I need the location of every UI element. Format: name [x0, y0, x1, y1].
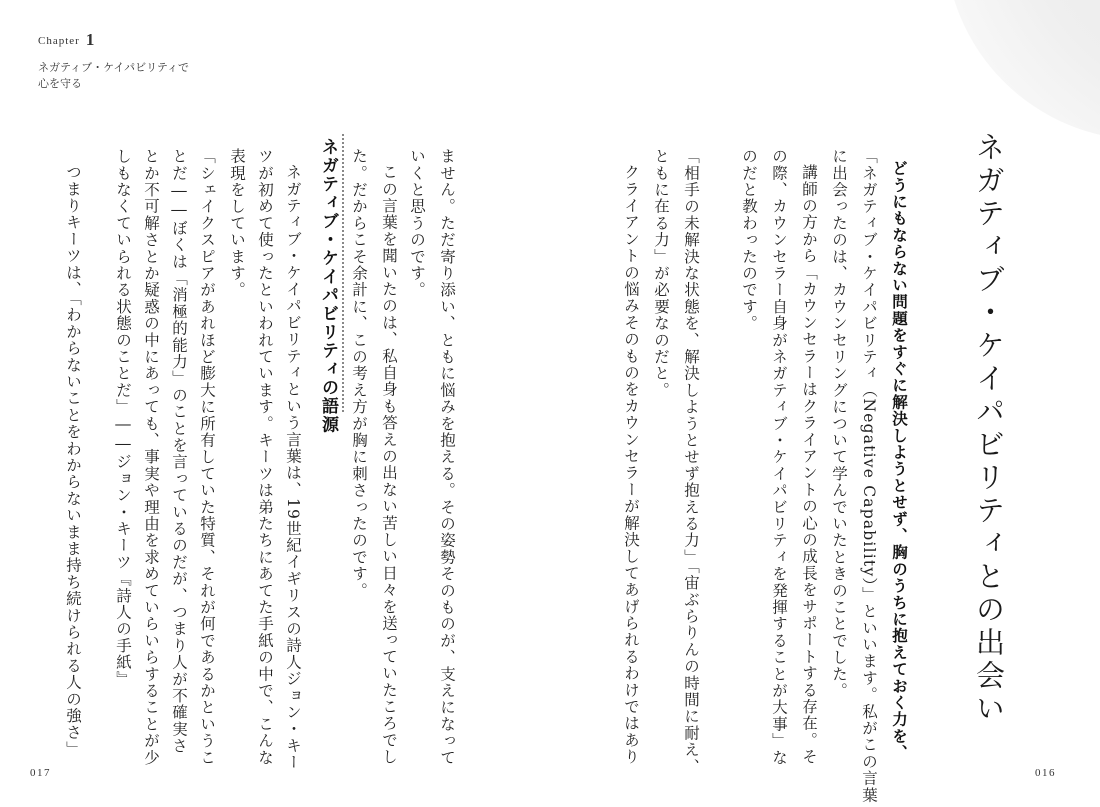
body-column-10: ません。ただ寄り添い、ともに悩みを抱える。その姿勢そのものが、支えになって — [438, 148, 456, 766]
body-column-17: 「シェイクスピアがあれほど膨大に所有していた特質、それが何であるかというこ — [198, 148, 216, 766]
body-column-20: しもなくていられる状態のことだ」――ジョン・キーツ『詩人の手紙』 — [114, 148, 132, 688]
body-column-5: の際、カウンセラー自身がネガティブ・ケイパビリティを発揮することが大事」な — [770, 148, 788, 766]
body-column-18: とだ――ぼくは「消極的能力」のことを言っているのだが、つまり人が不確実さ — [170, 148, 188, 755]
heading-dotted-rule — [342, 134, 344, 412]
body-column-11: いくと思うのです。 — [408, 148, 426, 299]
body-column-14: ネガティブ・ケイパビリティという言葉は、19世紀イギリスの詩人ジョン・キー — [284, 164, 302, 771]
body-column-9: クライアントの悩みそのものをカウンセラーが解決してあげられるわけではあり — [622, 164, 640, 766]
body-column-21: つまりキーツは、「わからないことをわからないまま持ち続けられる人の強さ」 — [64, 164, 82, 758]
decorative-circle — [945, 0, 1100, 140]
body-column-8: ともに在る力」が必要なのだと。 — [652, 148, 670, 399]
body-column-19: とか不可解さとか疑惑の中にあっても、事実や理由を求めていらいらすることが少 — [142, 148, 160, 766]
chapter-title-line-1: ネガティブ・ケイパビリティで — [38, 61, 190, 74]
body-column-15: ツが初めて使ったといわれています。キーツは弟たちにあてた手紙の中で、こんな — [256, 148, 274, 766]
body-column-2: 「ネガティブ・ケイパビリティ（Negative Capability）」といいます。私がこの言葉 — [860, 148, 878, 804]
chapter-label — [38, 30, 95, 50]
subheading: ネガティブ・ケイパビリティの語源 — [318, 138, 338, 434]
page-number-left: 017 — [30, 767, 51, 779]
body-column-1: どうにもならない問題をすぐに解決しようとせず、胸のうちに抱えておく力を、 — [890, 160, 908, 762]
body-column-12: この言葉を聞いたのは、私自身も答えの出ない苦しい日々を送っていたころでし — [380, 164, 398, 766]
body-column-13: た。だからこそ余計に、この考え方が胸に刺さったのです。 — [350, 148, 368, 599]
chapter-title-line-2: 心を守る — [38, 77, 82, 90]
chapter-label-text: Chapter — [38, 35, 80, 47]
body-column-3: に出会ったのは、カウンセリングについて学んでいたときのことでした。 — [830, 148, 848, 700]
chapter-number: 1 — [85, 30, 96, 49]
body-column-7: 「相手の未解決な状態を、解決しようとせず抱える力」「宙ぶらりんの時間に耐え、 — [682, 148, 700, 775]
page-number-right: 016 — [1035, 767, 1056, 779]
body-column-16: 表現をしています。 — [228, 148, 246, 299]
section-title: ネガティブ・ケイパビリティとの出会い — [972, 132, 1006, 726]
chapter-title — [38, 60, 238, 92]
body-column-4: 講師の方から「カウンセラーはクライアントの心の成長をサポートする存在。そ — [800, 164, 818, 766]
body-column-6: のだと教わったのです。 — [740, 148, 758, 332]
